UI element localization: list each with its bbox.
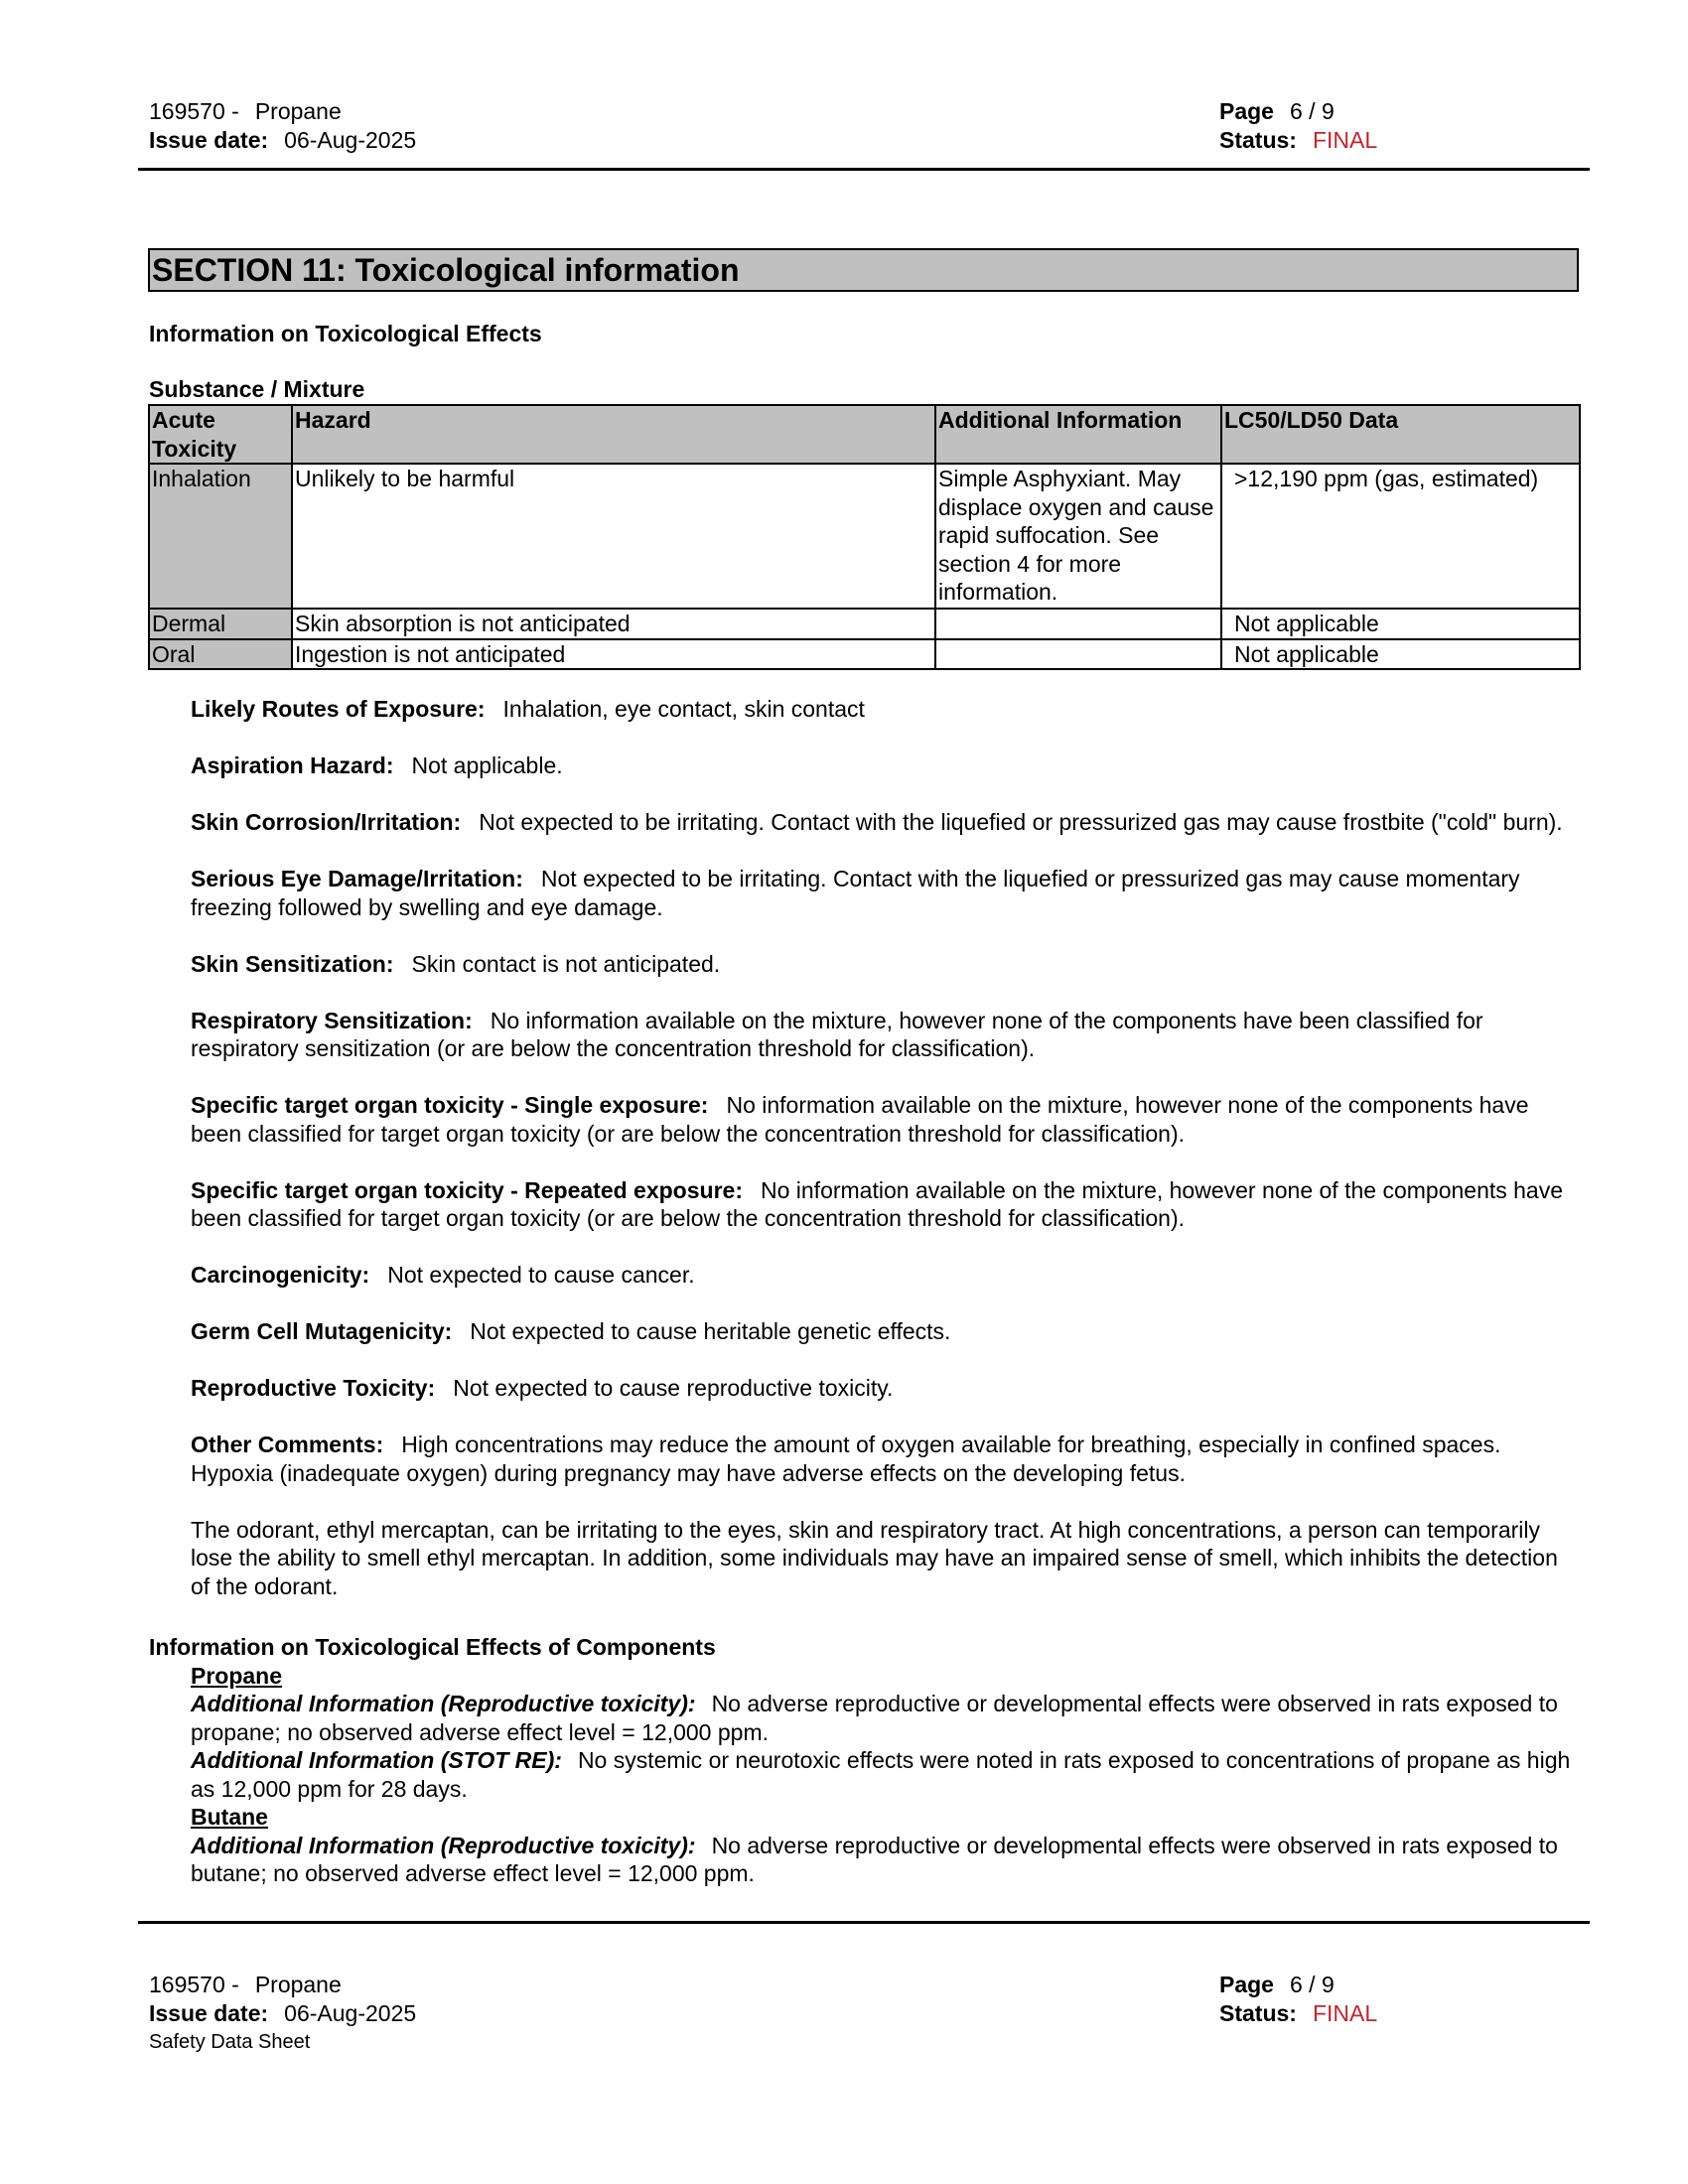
footer-page-label: Page [1219,1972,1274,1997]
effect-respiratory-sensitization: Respiratory Sensitization: No information available on the mixture, however none of the components have been classified for respiratory sensitization (or are below the concentration threshold for classification). [191,1007,1483,1061]
footer-product-name: Propane [254,1972,342,1997]
effect-aspiration-hazard: Aspiration Hazard: Not applicable. [191,752,563,778]
table-row [149,609,1580,639]
component-name-butane: Butane [191,1804,268,1830]
row-route: Inhalation [149,464,292,609]
effects-list [191,695,1581,1600]
odorant-note: The odorant, ethyl mercaptan, can be irritating to the eyes, skin and respiratory tract. At high concentrations, a person can temporarily lose the ability to smell ethyl mercaptan. In addition, some individuals may have an impaired sense of smell, which inhibits the detection of the odorant. [191,1516,1558,1599]
row-additional [935,609,1221,639]
row-additional [935,639,1221,670]
effect-reproductive: Reproductive Toxicity: Not expected to cause reproductive toxicity. [191,1375,894,1401]
info-heading: Information on Toxicological Effects [149,321,542,346]
effect-likely-routes: Likely Routes of Exposure: Inhalation, eye contact, skin contact [191,696,865,722]
table-row [149,464,1580,609]
row-route: Dermal [149,609,292,639]
footer-doc-type: Safety Data Sheet [149,2031,311,2053]
table-row [149,639,1580,670]
col-header-acute-toxicity: Acute Toxicity [149,405,292,464]
footer-page-number: 6 / 9 [1289,1972,1335,1997]
effect-skin-sensitization: Skin Sensitization: Skin contact is not anticipated. [191,950,721,977]
header-divider [138,168,1590,171]
row-data: Not applicable [1221,609,1580,639]
issue-date: 06-Aug-2025 [284,127,417,153]
col-header-lc50-ld50: LC50/LD50 Data [1221,405,1580,464]
table-header-row [149,405,1580,464]
page-number: 6 / 9 [1289,98,1335,124]
component-entry: Additional Information (STOT RE): No systemic or neurotoxic effects were noted in rats exposed to concentrations of propane as high as 12,000 ppm for 28 days. [191,1747,1571,1802]
footer-status-label: Status: [1219,2000,1297,2026]
col-header-additional-info: Additional Information [935,405,1221,464]
status-label: Status: [1219,127,1297,153]
effect-eye-damage: Serious Eye Damage/Irritation: Not expected to be irritating. Contact with the liquefied or pressurized gas may cause momentary freezing followed by swelling and eye damage. [191,866,1520,920]
table-heading: Substance / Mixture [149,376,365,402]
row-data: Not applicable [1221,639,1580,670]
row-hazard: Skin absorption is not anticipated [292,609,935,639]
col-header-hazard: Hazard [292,405,935,464]
effect-other-comments: Other Comments: High concentrations may reduce the amount of oxygen available for breathing, especially in confined spaces. Hypoxia (inadequate oxygen) during pregnancy may have adverse effects on the developing fetus. [191,1432,1501,1486]
row-hazard: Unlikely to be harmful [292,464,935,609]
product-name: Propane [254,98,342,124]
components-section [149,1633,1589,1888]
footer-product-id: 169570 - [149,1972,239,1997]
page-label: Page [1219,98,1274,124]
effect-carcinogenicity: Carcinogenicity: Not expected to cause cancer. [191,1262,695,1288]
status-badge: FINAL [1312,127,1378,153]
components-heading: Information on Toxicological Effects of Components [149,1634,716,1660]
footer-divider [138,1921,1590,1924]
page-footer [149,1971,1589,2070]
row-data: >12,190 ppm (gas, estimated) [1221,464,1580,609]
footer-issue-date: 06-Aug-2025 [284,2000,417,2026]
effect-stot-single: Specific target organ toxicity - Single exposure: No information available on the mixture, however none of the components have been classified for target organ toxicity (or are below the concentration threshold for classification). [191,1092,1529,1147]
component-entry: Additional Information (Reproductive toxicity): No adverse reproductive or developmental effects were observed in rats exposed to butane; no observed adverse effect level = 12,000 ppm. [191,1832,1558,1886]
component-name-propane: Propane [191,1662,283,1689]
footer-status-badge: FINAL [1312,2000,1378,2026]
row-hazard: Ingestion is not anticipated [292,639,935,670]
page-header [149,97,1589,167]
section-title: SECTION 11: Toxicological information [148,248,1579,292]
effect-germ-cell: Germ Cell Mutagenicity: Not expected to cause heritable genetic effects. [191,1318,951,1344]
row-additional: Simple Asphyxiant. May displace oxygen and cause rapid suffocation. See section 4 for more information. [935,464,1221,609]
effect-skin-corrosion: Skin Corrosion/Irritation: Not expected to be irritating. Contact with the liquefied or pressurized gas may cause frostbite ("cold" burn). [191,809,1563,835]
product-id: 169570 - [149,98,239,124]
acute-toxicity-table [148,404,1581,670]
footer-issue-label: Issue date: [149,2000,269,2026]
component-entry: Additional Information (Reproductive toxicity): No adverse reproductive or developmental effects were observed in rats exposed to propane; no observed adverse effect level = 12,000 ppm. [191,1691,1558,1745]
row-route: Oral [149,639,292,670]
effect-stot-repeated: Specific target organ toxicity - Repeated exposure: No information available on the mixture, however none of the components have been classified for target organ toxicity (or are below the concentration threshold for classification). [191,1176,1564,1231]
issue-date-label: Issue date: [149,127,269,153]
